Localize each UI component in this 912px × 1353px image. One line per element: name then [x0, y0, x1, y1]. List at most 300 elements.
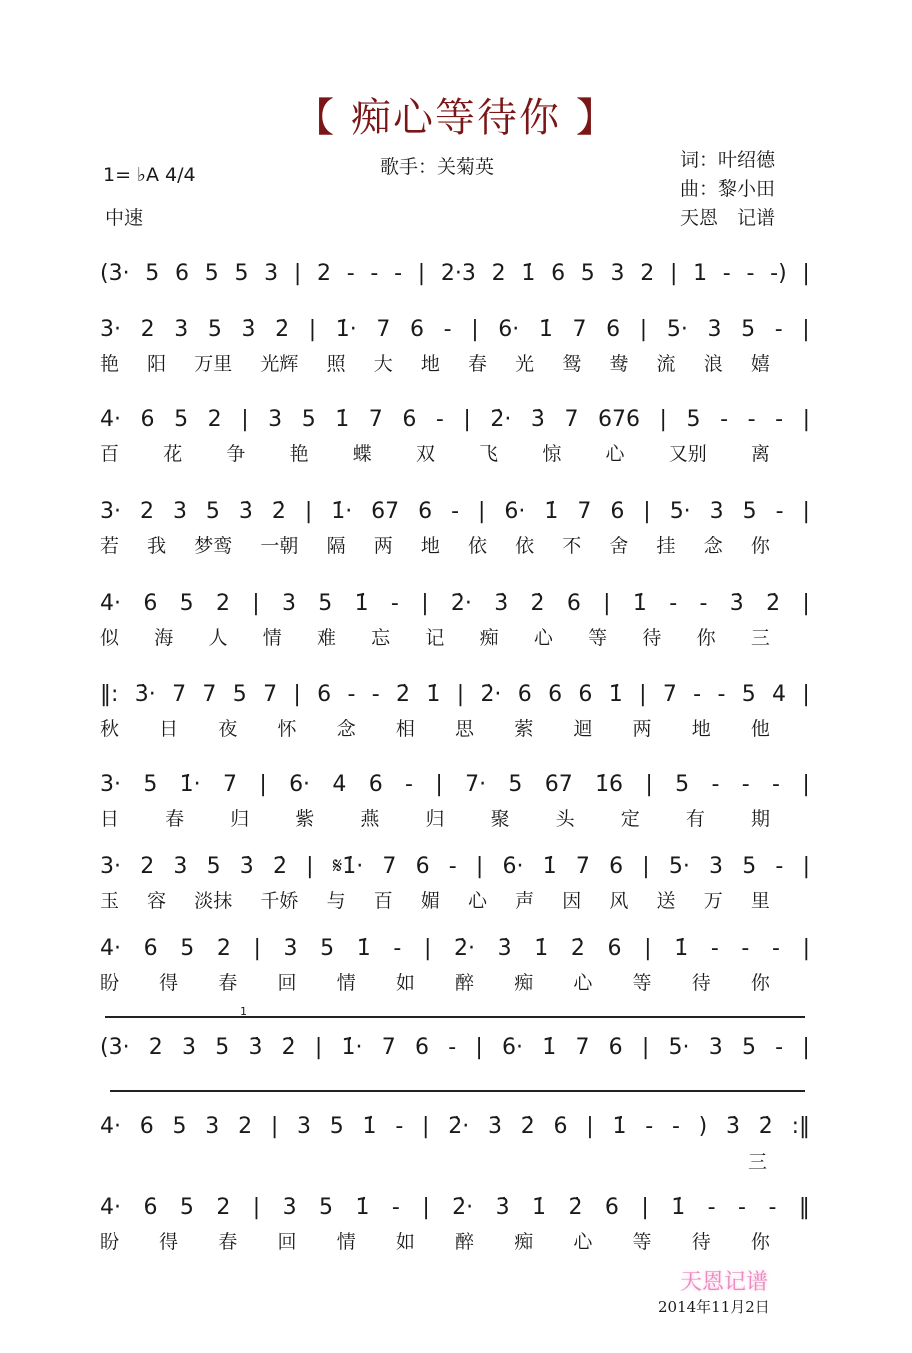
note-token: 6	[548, 681, 563, 707]
note-token: |	[802, 260, 810, 286]
note-token: |	[642, 853, 650, 879]
note-token: 3	[709, 853, 724, 879]
lyric-token: 依	[515, 534, 535, 557]
note-token: -	[443, 316, 452, 342]
note-token: -	[395, 1113, 404, 1139]
note-token: 1̇	[532, 1194, 547, 1220]
lyric-token: 因	[562, 889, 582, 912]
lyric-token: 媚	[420, 889, 440, 912]
note-token: 4·	[100, 1194, 121, 1220]
note-token: |	[802, 498, 810, 524]
note-token: 6	[551, 260, 566, 286]
note-token: 5	[580, 260, 595, 286]
lyric-token: 等	[632, 971, 652, 994]
lyric-token: 春	[218, 971, 238, 994]
note-token: 6	[553, 1113, 568, 1139]
note-token: 6·	[498, 316, 520, 342]
lyric-token: 又别	[668, 442, 707, 465]
note-token: 6	[402, 406, 417, 432]
note-token: 6	[317, 681, 332, 707]
note-token: |	[802, 771, 810, 797]
lyric-token: 有	[685, 807, 705, 830]
note-token: 6	[606, 316, 621, 342]
tempo: 中速	[105, 207, 144, 229]
note-token: 1̇	[538, 316, 553, 342]
note-token: 1̇6	[595, 771, 624, 797]
note-token: 2̇·	[490, 406, 512, 432]
note-token: |	[802, 406, 810, 432]
lyric-token: 蝶	[352, 442, 372, 465]
lyric-token: 夜	[218, 717, 238, 740]
note-token: 2	[216, 1194, 231, 1220]
note-token: -	[405, 771, 413, 797]
note-token: 1̇	[426, 681, 441, 707]
note-token: 5	[232, 681, 247, 707]
note-token: 5	[319, 1194, 334, 1220]
note-token: 5	[686, 406, 701, 432]
notation-row	[100, 1111, 810, 1141]
lyric-row	[100, 968, 810, 994]
note-token: -	[390, 590, 399, 616]
lyric-token: 情	[336, 971, 356, 994]
note-token: -	[772, 935, 780, 961]
note-token: |	[421, 590, 429, 616]
note-token: |	[659, 406, 667, 432]
note-token: 6	[517, 681, 532, 707]
note-token: -	[722, 260, 731, 286]
lyric-token: 依	[467, 534, 487, 557]
lyric-token: 鸯	[609, 352, 629, 375]
note-token: 2̇·	[454, 935, 476, 961]
note-token: 67	[544, 771, 573, 797]
note-token: 3	[174, 316, 189, 342]
note-token: |	[293, 260, 302, 286]
note-token: 3̇	[241, 316, 256, 342]
lyric-token: 待	[691, 971, 711, 994]
note-token: -	[772, 771, 780, 797]
note-token: 2̇	[766, 590, 781, 616]
note-token: 5	[234, 260, 249, 286]
note-token: 5	[204, 260, 219, 286]
lyric-token: 照	[326, 352, 346, 375]
note-token: 6	[368, 771, 383, 797]
note-token: -	[711, 771, 720, 797]
lyric-token: 归	[230, 807, 250, 830]
note-token: 1̇	[521, 260, 536, 286]
lyric-token: 惊	[542, 442, 562, 465]
note-token: 2̇·	[452, 1194, 474, 1220]
note-token: -	[720, 406, 729, 432]
note-token: 1̇	[544, 498, 559, 524]
note-token: 3	[264, 260, 279, 286]
lyric-token: 春	[467, 352, 487, 375]
notation-row	[100, 1032, 810, 1062]
note-token: |	[475, 1034, 483, 1060]
lyric-token: 回	[277, 1230, 297, 1253]
song-title: 【 痴心等待你 】	[294, 95, 618, 141]
note-token: -	[671, 1113, 680, 1139]
note-token: |	[802, 853, 810, 879]
note-token: |	[252, 1194, 261, 1220]
note-token: 3·	[100, 316, 121, 342]
note-token: 7	[172, 681, 187, 707]
lyric-token: 淡抹	[194, 889, 233, 912]
note-token: 7	[575, 1034, 590, 1060]
note-token: 4	[772, 681, 787, 707]
lyric-token: 飞	[479, 442, 499, 465]
note-token: |	[639, 681, 647, 707]
note-token: 7	[662, 681, 677, 707]
note-token: 1̇	[671, 1194, 686, 1220]
note-token: |	[304, 498, 313, 524]
note-token: -	[775, 498, 784, 524]
lyric-token: 日	[159, 717, 179, 740]
note-token: 6	[610, 498, 625, 524]
note-token: 1̇	[674, 935, 689, 961]
note-token: 7	[577, 498, 592, 524]
note-token: |	[669, 260, 678, 286]
note-token: -)	[770, 260, 787, 286]
note-token: 6	[140, 406, 155, 432]
note-token: -	[775, 406, 784, 432]
note-token: -	[699, 590, 708, 616]
note-token: 2	[140, 316, 155, 342]
note-token: |	[456, 681, 465, 707]
singer: 歌手：关菊英	[380, 156, 495, 178]
lyric-token: 忘	[371, 626, 391, 649]
lyric-token: 嬉	[750, 352, 770, 375]
note-token: |	[252, 590, 260, 616]
note-token: 3	[297, 1113, 312, 1139]
note-token: |	[424, 935, 432, 961]
note-token: 7·	[465, 771, 487, 797]
note-token: 2̇	[530, 590, 545, 616]
note-token: -	[435, 406, 444, 432]
note-token: 3̇	[497, 935, 512, 961]
note-token: 6	[418, 498, 433, 524]
note-token: -	[775, 853, 784, 879]
note-token: 1̇	[355, 1194, 370, 1220]
lyric-token: 记	[425, 626, 445, 649]
note-token: 5	[741, 1034, 756, 1060]
note-token: 6	[604, 1194, 619, 1220]
note-token: 7	[564, 406, 579, 432]
note-token: |	[435, 771, 443, 797]
note-token: 5	[741, 316, 756, 342]
note-token: -	[717, 681, 726, 707]
note-token: 3̇	[495, 1194, 510, 1220]
note-token: 5	[301, 406, 316, 432]
note-token: 2̇	[570, 935, 585, 961]
lyric-row	[100, 349, 810, 375]
lyric-token: 醉	[455, 1230, 475, 1253]
lyric-token: 隔	[326, 534, 346, 557]
note-token: 5	[180, 935, 195, 961]
note-token: 6	[139, 1113, 154, 1139]
note-token: -	[645, 1113, 654, 1139]
lyric-token: 春	[218, 1230, 238, 1253]
credits	[680, 146, 775, 233]
note-token: |	[802, 590, 810, 616]
lyric-token: 百	[373, 889, 393, 912]
lyric-token: 心	[573, 971, 593, 994]
note-token: 2	[215, 590, 230, 616]
note-token: |	[643, 498, 651, 524]
stamp-logo: 天恩记谱	[680, 1270, 769, 1295]
lyric-row	[100, 439, 810, 465]
note-token: |	[802, 1034, 810, 1060]
note-token: -	[346, 260, 355, 286]
lyric-token: 情	[262, 626, 282, 649]
note-token: -	[669, 590, 678, 616]
lyric-token: 定	[620, 807, 640, 830]
note-token: 5·	[666, 316, 688, 342]
note-token: 2	[238, 1113, 253, 1139]
note-token: 5	[318, 590, 333, 616]
note-token: 6	[608, 1034, 623, 1060]
note-token: 2̇·	[448, 1113, 470, 1139]
lyric-token: 燕	[360, 807, 380, 830]
lyric-token: 万	[703, 889, 723, 912]
note-token: 3	[707, 316, 722, 342]
note-token: 3	[268, 406, 283, 432]
lyric-token: 醉	[455, 971, 475, 994]
lyric-token: 他	[750, 717, 770, 740]
lyric-token: 萦	[514, 717, 534, 740]
note-token: 5	[742, 498, 757, 524]
note-token: 2	[317, 260, 332, 286]
note-token: |	[422, 1194, 430, 1220]
lyric-token: 你	[750, 534, 770, 557]
notation-row	[100, 404, 810, 434]
lyric-row	[100, 886, 810, 912]
note-token: 2̇·	[480, 681, 502, 707]
note-token: 2̇	[281, 1034, 296, 1060]
lyric-token: 浪	[703, 352, 723, 375]
note-token: 6·	[289, 771, 311, 797]
note-token: 5	[143, 771, 158, 797]
note-token: 2̇	[758, 1113, 773, 1139]
lyric-token: 里	[750, 889, 770, 912]
lyric-row-11: 三	[748, 1151, 768, 1173]
lyric-token: 一朝	[260, 534, 299, 557]
note-token: -	[710, 935, 719, 961]
lyric-token: 三	[750, 626, 770, 649]
note-token: 5	[215, 1034, 230, 1060]
note-token: 2̇	[396, 681, 411, 707]
note-token: 3·	[100, 498, 121, 524]
lyric-token: 风	[609, 889, 629, 912]
note-token: 5	[205, 498, 220, 524]
note-token: 7	[263, 681, 278, 707]
note-token: |	[802, 316, 810, 342]
note-token: 2̇	[275, 316, 290, 342]
note-token: 2̇	[272, 853, 287, 879]
lyric-token: 若	[100, 534, 120, 557]
note-token: 6	[607, 935, 622, 961]
note-token: 7	[572, 316, 587, 342]
note-token: -	[370, 260, 379, 286]
lyric-token: 与	[326, 889, 346, 912]
lyric-token: 待	[642, 626, 662, 649]
lyric-token: 两	[373, 534, 393, 557]
lyric-token: 待	[691, 1230, 711, 1253]
note-token: 7	[368, 406, 383, 432]
note-token: -	[746, 260, 755, 286]
note-token: |	[586, 1113, 594, 1139]
note-token: -	[448, 1034, 457, 1060]
lyric-token: 大	[373, 352, 393, 375]
note-token: 3	[205, 1113, 220, 1139]
note-token: 3̇·	[134, 681, 156, 707]
lyric-token: 玉	[100, 889, 120, 912]
note-token: 5	[742, 853, 757, 879]
note-token: 2	[491, 260, 506, 286]
note-token: 4·	[100, 935, 121, 961]
note-token: 1̇	[612, 1113, 627, 1139]
lyric-token: 鸳	[562, 352, 582, 375]
note-token: -	[738, 1194, 746, 1220]
notation-row	[100, 314, 810, 344]
note-token: 5	[508, 771, 523, 797]
lyric-token: 心	[467, 889, 487, 912]
lyric-token: 情	[336, 1230, 356, 1253]
note-token: -	[391, 1194, 400, 1220]
note-token: 1̇·	[331, 498, 353, 524]
note-token: 3	[708, 1034, 723, 1060]
note-token: 5	[206, 853, 221, 879]
notation-row	[100, 851, 810, 881]
lyric-token: 紫	[295, 807, 315, 830]
lyric-token: 如	[395, 1230, 415, 1253]
lyric-token: 千娇	[260, 889, 299, 912]
lyric-row	[100, 804, 810, 830]
lyricist: 词：叶绍德	[680, 149, 776, 171]
notation-row	[100, 769, 810, 799]
note-token: |	[463, 406, 471, 432]
lyric-token: 流	[656, 352, 676, 375]
note-token: 3	[709, 498, 724, 524]
note-token: 6·	[502, 853, 524, 879]
note-token: 7	[575, 853, 590, 879]
notation-row	[100, 496, 810, 526]
note-token: (3·	[100, 260, 130, 286]
lyric-token: 声	[515, 889, 535, 912]
note-token: 6	[566, 590, 581, 616]
note-token: |	[802, 681, 810, 707]
lyric-token: 难	[316, 626, 336, 649]
note-token: 1	[693, 260, 708, 286]
lyric-token: 离	[750, 442, 770, 465]
note-token: 67	[371, 498, 400, 524]
note-token: 3	[281, 590, 296, 616]
note-token: 6	[609, 853, 624, 879]
note-token: |	[308, 316, 317, 342]
lyric-token: 春	[165, 807, 185, 830]
lyric-token: 光	[515, 352, 535, 375]
note-token: |	[417, 260, 426, 286]
note-token: 3	[172, 498, 187, 524]
note-token: 6	[143, 935, 158, 961]
note-token: (3·	[100, 1034, 130, 1060]
note-token: 1̇	[362, 1113, 377, 1139]
note-token: 5	[675, 771, 690, 797]
note-token: 1̇	[542, 1034, 557, 1060]
note-token: 3·	[100, 771, 121, 797]
lyric-token: 地	[420, 534, 440, 557]
note-token: 3̇	[248, 1034, 263, 1060]
note-token: |	[314, 1034, 323, 1060]
note-token: 1̇	[356, 935, 371, 961]
lyric-token: 百	[100, 442, 120, 465]
lyric-token: 秋	[100, 717, 120, 740]
lyric-row	[100, 1227, 810, 1253]
lyric-token: 痴	[514, 1230, 534, 1253]
lyric-token: 阳	[147, 352, 167, 375]
lyric-token: 思	[455, 717, 475, 740]
note-token: 1̇	[542, 853, 557, 879]
note-token: 7	[376, 316, 391, 342]
note-token: -	[768, 1194, 777, 1220]
lyric-token: 等	[632, 1230, 652, 1253]
note-token: 7	[382, 853, 397, 879]
note-token: 3	[282, 1194, 297, 1220]
note-token: 2	[140, 853, 155, 879]
note-token: 5·	[669, 498, 691, 524]
note-token: 2·3	[440, 260, 476, 286]
lyric-token: 盼	[100, 1230, 120, 1253]
note-token: -	[448, 853, 457, 879]
lyric-token: 念	[703, 534, 723, 557]
note-token: 6	[175, 260, 190, 286]
note-token: 6	[410, 316, 425, 342]
note-token: 3	[283, 935, 298, 961]
note-token: 6	[415, 853, 430, 879]
note-token: |	[644, 935, 652, 961]
lyric-row	[100, 714, 810, 740]
note-token: 4·	[100, 590, 121, 616]
note-token: |	[639, 316, 648, 342]
lyric-token: 头	[555, 807, 575, 830]
note-token: 3̇	[530, 406, 545, 432]
note-token: 5	[207, 316, 222, 342]
lyric-token: 舍	[609, 534, 629, 557]
note-token: 6	[143, 1194, 158, 1220]
note-token: 2̇	[520, 1113, 535, 1139]
note-token: -	[707, 1194, 716, 1220]
note-token: 2̇·	[450, 590, 472, 616]
lyric-token: 人	[208, 626, 228, 649]
note-token: |	[306, 853, 314, 879]
lyric-token: 得	[159, 1230, 179, 1253]
lyric-row	[100, 531, 810, 557]
note-token: -	[693, 681, 702, 707]
note-token: 1̇·	[341, 1034, 363, 1060]
note-token: -	[394, 260, 403, 286]
lyric-token: 得	[159, 971, 179, 994]
lyric-token: 盼	[100, 971, 120, 994]
note-token: 3	[610, 260, 625, 286]
note-token: 3̇	[487, 1113, 502, 1139]
volta-bracket-2	[110, 1090, 805, 1092]
lyric-row	[100, 623, 810, 649]
note-token: 2	[139, 498, 154, 524]
note-token: 5·	[668, 853, 690, 879]
note-token: 2̇	[271, 498, 286, 524]
notation-row	[100, 1192, 810, 1222]
note-token: 1̇·	[179, 771, 201, 797]
note-token: |	[478, 498, 486, 524]
